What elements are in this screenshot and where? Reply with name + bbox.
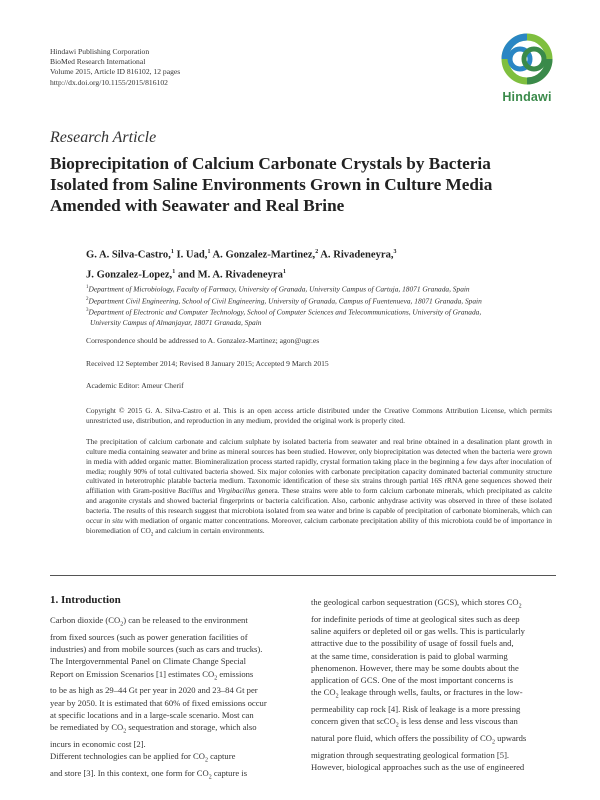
text-run: emissions — [217, 668, 254, 679]
body-text-line — [50, 631, 291, 643]
publication-info — [50, 47, 180, 88]
abstract-insitu: in situ — [104, 515, 123, 525]
text-run: is less dense and less viscous than — [398, 716, 518, 727]
subscript: 2 — [120, 621, 124, 628]
author-name: I. Uad, — [176, 249, 208, 261]
body-text-line — [50, 614, 291, 631]
abstract-text: and calcium in certain environments. — [153, 525, 265, 535]
author-name: and M. A. Rivadeneyra — [177, 269, 283, 281]
correspondence: Correspondence should be addressed to A. Gonzalez-Martinez; agon@ugr.es — [86, 336, 320, 345]
title-line: Bioprecipitation of Calcium Carbonate Crystals by Bacteria — [50, 154, 491, 173]
body-text-line — [311, 613, 552, 625]
publisher-name: Hindawi Publishing Corporation — [50, 47, 150, 56]
body-text-line — [311, 662, 552, 674]
text-run: phenomenon. However, there may be some doubts about the — [311, 662, 519, 673]
author-affil-num: 1 — [170, 249, 174, 255]
abstract-genus: Virgibacillus — [217, 486, 256, 496]
subscript: 2 — [208, 774, 212, 781]
body-text-line — [50, 655, 291, 667]
subscript: 2 — [335, 693, 339, 700]
text-run: at the same time, consideration is paid to global warming — [311, 650, 508, 661]
body-text-line — [50, 709, 291, 721]
body-text-line — [311, 703, 552, 715]
body-text-line — [311, 674, 552, 686]
author-affil-num: 3 — [393, 249, 397, 255]
body-text-line — [311, 686, 552, 703]
journal-name: BioMed Research International — [50, 57, 146, 67]
text-run: year by 2050. It is estimated that 60% of fixed emissions occur — [50, 697, 267, 708]
author-name: A. Rivadeneyra, — [320, 249, 394, 261]
body-column-right — [311, 596, 552, 774]
text-run: The Intergovernmental Panel on Climate Change Special — [50, 656, 247, 667]
author-name: A. Gonzalez-Martinez, — [212, 249, 316, 261]
affiliations — [86, 283, 560, 328]
text-run: capture — [207, 751, 236, 762]
text-run: the CO — [311, 687, 336, 698]
academic-editor: Academic Editor: Ameur Cherif — [86, 381, 184, 390]
subscript: 2 — [492, 739, 495, 746]
author-list — [86, 244, 556, 284]
body-text-line — [311, 749, 552, 761]
abstract-text: genera. These strains were able to form calcium carbonate minerals, which precipitated as calcite and aragonite crystals and showed bacterial fingerprints or bacteria calcification. Also, carbonic anhydrase activity was observed in three of these isolated bacteria. The results of this research suggest that microbiota isolated from sea water and brine is capable of precipitation of carbonate biominerals, which can occur — [86, 486, 552, 525]
body-text-line — [50, 643, 291, 655]
volume-info: Volume 2015, Article ID 816102, 12 pages — [50, 67, 181, 77]
body-text-line — [311, 715, 552, 732]
text-run: migration through sequestrating geological formation [5]. — [311, 750, 510, 761]
affiliation-item — [86, 318, 560, 328]
affiliation-num: 2 — [86, 296, 89, 302]
title-line: Isolated from Saline Environments Grown in Culture Media — [50, 175, 493, 195]
article-title — [50, 153, 560, 217]
section-divider — [50, 575, 556, 576]
text-run: from fixed sources (such as power generation facilities of — [50, 631, 248, 642]
hindawi-logo — [498, 30, 556, 102]
body-text-line — [311, 596, 552, 613]
subscript: 2 — [204, 757, 208, 764]
doi-link[interactable]: http://dx.doi.org/10.1155/2015/816102 — [50, 77, 168, 87]
body-text-line — [50, 721, 291, 738]
affiliation-item — [86, 306, 560, 318]
body-text-line — [50, 697, 291, 709]
affiliation-text: University Campus of Almanjayar, 18071 Granada, Spain — [90, 317, 262, 327]
text-run: Carbon dioxide (CO — [50, 615, 121, 625]
text-run: be remediated by CO — [50, 722, 124, 733]
text-run: industries) and from mobile sources (such as cars and trucks). — [50, 644, 263, 655]
body-text-line — [50, 750, 291, 767]
author-name: G. A. Silva-Castro, — [86, 249, 171, 261]
text-run: However, biological approaches such as the use of engineered — [311, 762, 525, 773]
body-column-left — [50, 614, 291, 784]
author-affil-num: 1 — [282, 269, 286, 276]
abstract-genus: Bacillus — [178, 486, 203, 496]
abstract-text: The precipitation of calcium carbonate and calcium sulphate by isolated bacteria from seawater and real brine obtained in a desalination plant growth in culture media containing seawater and brine as mineral sources has been studied. However, only bioprecipitation was detected when the bacteria were grown in media with added organic matter. Biomineralization process started rapidly, crystal formation taking place in the beginning a few days after inoculation of media; roughly 90% of total cultivated bacteria showed. Six major colonies with carbonate precipitation capacity dominated bacterial community structure cultivated in heterotrophic platable bacteria medium. Taxonomic identification of these six strains through partial 16S rRNA gene sequences showed their affiliation with Gram-positive — [86, 437, 552, 496]
text-run: concern given that scCO — [311, 716, 396, 727]
article-dates: Received 12 September 2014; Revised 8 January 2015; Accepted 9 March 2015 — [86, 359, 329, 368]
subscript: 2 — [123, 728, 127, 735]
abstract — [86, 437, 552, 540]
text-run: Report on Emission Scenarios [1] estimates CO — [50, 668, 215, 679]
author-affil-num: 2 — [315, 249, 319, 255]
subscript: 2 — [518, 603, 522, 610]
affiliation-item — [86, 295, 560, 307]
text-run: leakage through wells, faults, or fractures in the low- — [338, 687, 523, 698]
text-run: sequestration and storage, which also — [126, 722, 257, 733]
author-affil-num: 1 — [172, 269, 176, 276]
body-text-line — [311, 732, 552, 749]
text-run: at specific locations and in a large-scale scenario. Most can — [50, 709, 254, 720]
text-run: attractive due to the possibility of usage of fossil fuels and, — [311, 638, 514, 649]
abstract-subscript: 2 — [150, 532, 154, 538]
article-type: Research Article — [50, 129, 157, 146]
author-name: J. Gonzalez-Lopez, — [86, 269, 173, 281]
section-heading: 1. Introduction — [50, 594, 121, 606]
title-line: Amended with Seawater and Real Brine — [50, 196, 345, 216]
author-affil-num: 1 — [207, 249, 211, 255]
text-run: application of GCS. One of the most important concerns is — [311, 674, 513, 685]
affiliation-num: 1 — [86, 285, 89, 290]
body-text-line — [50, 738, 291, 750]
hindawi-logo-text: Hindawi — [502, 90, 552, 104]
text-run: Different technologies can be applied for CO — [50, 751, 205, 762]
author-line — [86, 244, 556, 264]
affiliation-num: 3 — [86, 308, 89, 314]
body-text-line — [50, 684, 291, 696]
hindawi-logo-mark — [498, 30, 556, 88]
subscript: 2 — [395, 722, 399, 729]
body-text-line — [311, 637, 552, 649]
text-run: and store [3]. In this context, one form for CO — [50, 768, 209, 779]
abstract-text: with mediation of organic matter concentrations. Moreover, calcium carbonate precipitation ability of this microbiota could be of importance in bioremediation of CO — [86, 515, 552, 535]
copyright-notice: Copyright © 2015 G. A. Silva-Castro et al. This is an open access article distributed under the Creative Commons Attribution License, which permits unrestricted use, distribution, and reproduction in any medium, provided the original work is properly cited. — [86, 406, 552, 425]
affiliation-text: Department of Electronic and Computer Technology, School of Computer Sciences and Telecommunications, University of Granada, — [88, 307, 482, 317]
subscript: 2 — [214, 675, 218, 682]
text-run: the geological carbon sequestration (GCS), which stores CO — [311, 597, 519, 607]
text-run: ) can be released to the environment — [123, 615, 248, 625]
text-run: incurs in economic cost [2]. — [50, 738, 146, 749]
abstract-text: and — [202, 486, 218, 496]
text-run: natural pore fluid, which offers the possibility of CO — [311, 733, 492, 744]
text-run: for indefinite periods of time at geological sites such as deep — [311, 613, 520, 624]
affiliation-text: Department of Microbiology, Faculty of Farmacy, University of Granada, University Campus of Cartuja, 18071 Granada, Spain — [88, 284, 470, 294]
text-run: capture is — [211, 768, 248, 779]
body-text-line — [311, 761, 552, 773]
body-text-line — [311, 650, 552, 662]
text-run: to be as high as 29–44 Gt per year in 2020 and 23–84 Gt per — [50, 685, 258, 696]
text-run: permeability cap rock [4]. Risk of leakage is a more pressing — [311, 704, 521, 715]
text-run: upwards — [495, 733, 527, 744]
author-line — [86, 264, 556, 284]
body-text-line — [311, 625, 552, 637]
text-run: saline aquifers or depleted oil or gas wells. This is particularly — [311, 626, 525, 637]
affiliation-text: Department Civil Engineering, School of Civil Engineering, University of Granada, Campus of Fuentenueva, 18071 Granada, Spain — [88, 296, 482, 306]
body-text-line — [50, 668, 291, 685]
affiliation-item — [86, 283, 560, 295]
body-text-line — [50, 767, 291, 784]
